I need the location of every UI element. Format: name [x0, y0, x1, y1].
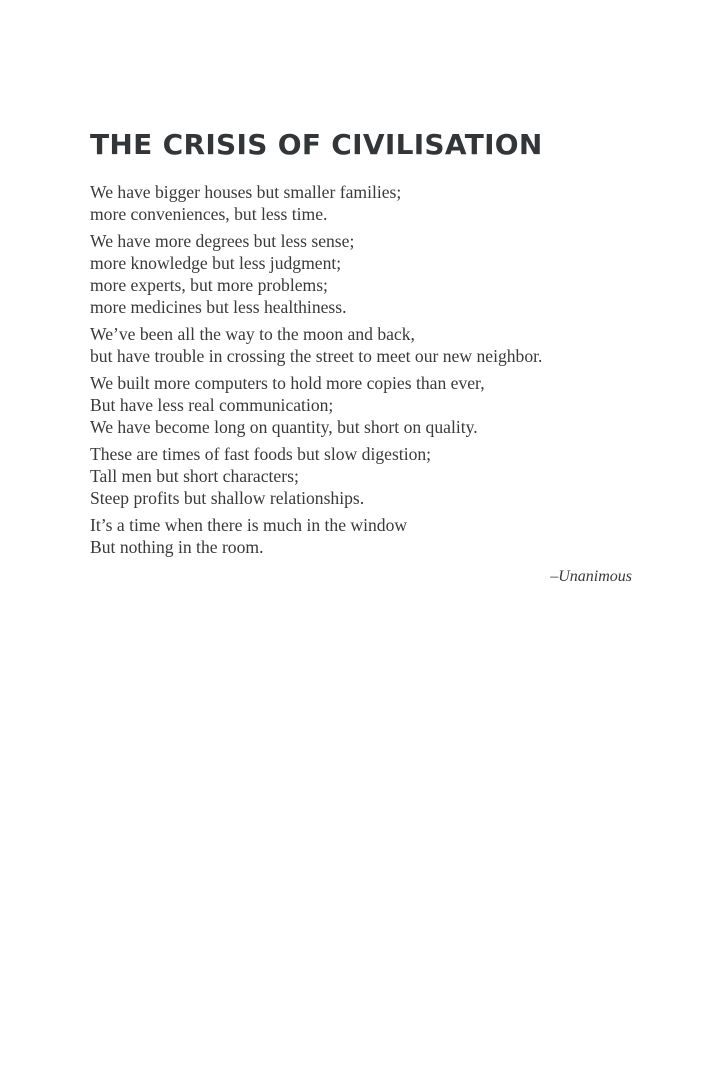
stanza — [90, 323, 632, 367]
stanza — [90, 372, 632, 438]
poem-line: more medicines but less healthiness. — [90, 297, 347, 317]
poem-line: Steep profits but shallow relationships. — [90, 488, 365, 508]
poem-line: We have become long on quantity, but short on quality. — [90, 417, 478, 437]
poem-line: But nothing in the room. — [90, 537, 264, 557]
stanza — [90, 230, 632, 318]
poem-line: We have bigger houses but smaller families; — [90, 182, 402, 202]
poem-page — [90, 126, 632, 586]
stanza — [90, 443, 632, 509]
stanza — [90, 514, 632, 558]
poem-line: We have more degrees but less sense; — [90, 231, 355, 251]
poem-line: more knowledge but less judgment; — [90, 253, 342, 273]
poem-line: more experts, but more problems; — [90, 275, 328, 295]
poem-line: We’ve been all the way to the moon and back, — [90, 324, 415, 344]
poem-line: These are times of fast foods but slow digestion; — [90, 444, 432, 464]
poem-line: but have trouble in crossing the street to meet our new neighbor. — [90, 346, 543, 366]
poem-line: more conveniences, but less time. — [90, 204, 328, 224]
poem-line: Tall men but short characters; — [90, 466, 299, 486]
poem-attribution: –Unanimous — [550, 568, 632, 585]
poem-line: But have less real communication; — [90, 395, 334, 415]
poem-line: It’s a time when there is much in the window — [90, 515, 408, 535]
poem-title: THE CRISIS OF CIVILISATION — [90, 128, 543, 161]
poem-line: We built more computers to hold more copies than ever, — [90, 373, 485, 393]
poem-body — [90, 181, 632, 558]
stanza — [90, 181, 632, 225]
